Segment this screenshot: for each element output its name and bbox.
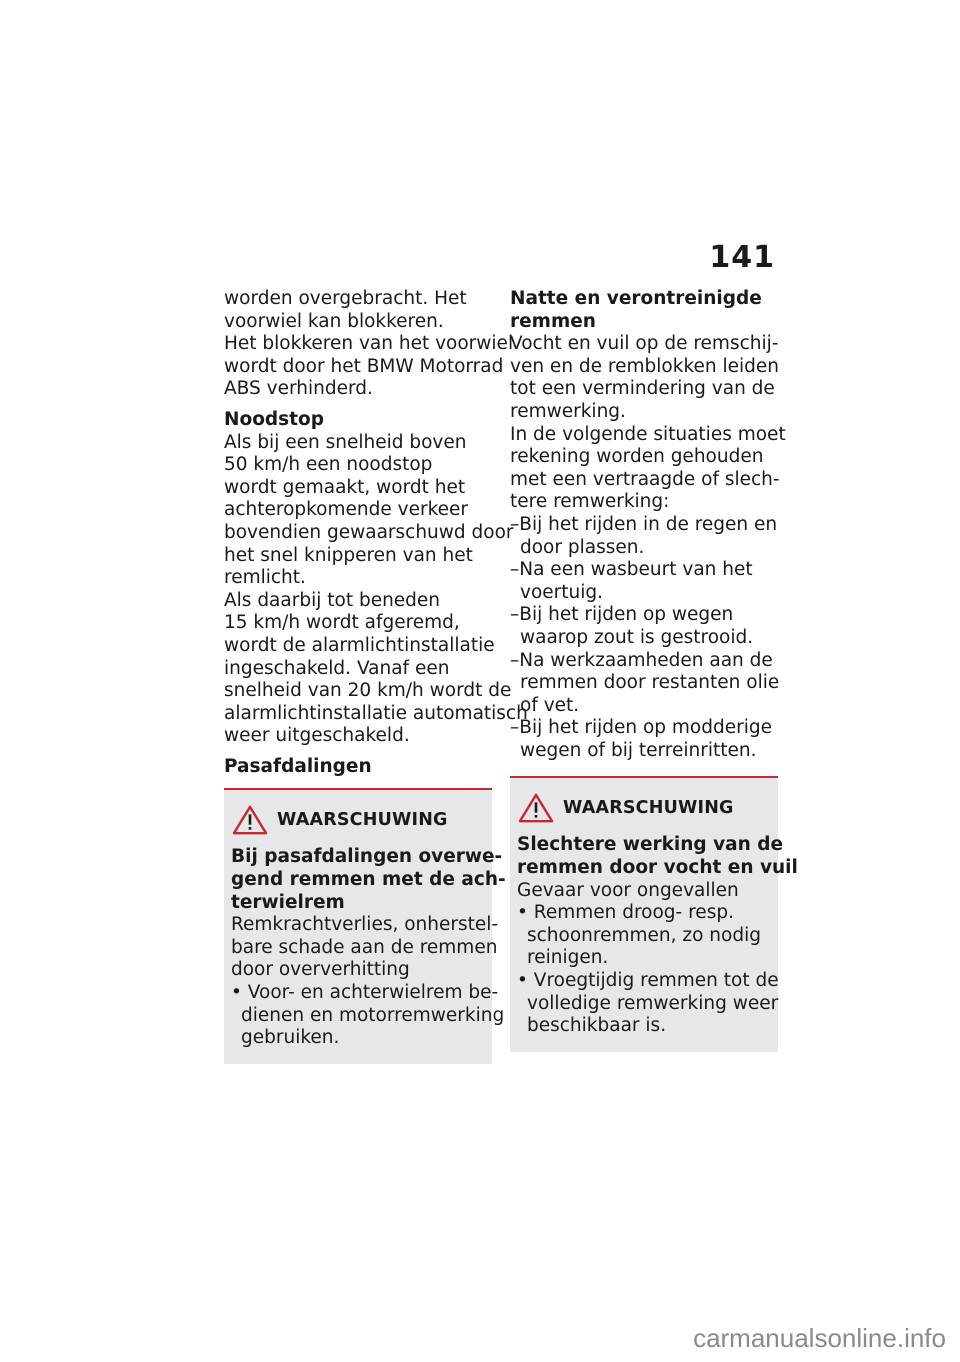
natte-remmen-paragraph [510, 333, 786, 514]
bullet-item [517, 902, 772, 970]
text-line: Gevaar voor ongevallen [517, 879, 739, 901]
text-line: dienen en motorremwerking [241, 1004, 505, 1026]
list-item [510, 717, 778, 762]
text-line: wordt gemaakt, wordt het [224, 476, 466, 498]
text-line: waarop zout is gestrooid. [520, 626, 754, 648]
text-line: remlicht. [224, 567, 306, 589]
text-line: wordt de alarmlichtinstallatie [224, 634, 495, 656]
warning-title: WAARSCHUWING [277, 810, 448, 831]
noodstop-paragraph [224, 431, 528, 748]
text-line: –Na een wasbeurt van het [510, 559, 753, 581]
text-line: Remkrachtverlies, onherstel- [231, 914, 499, 936]
dash-list [510, 514, 778, 763]
text-line: beschikbaar is. [527, 1015, 667, 1037]
text-line: het snel knipperen van het [224, 544, 473, 566]
text-line: gebruiken. [241, 1027, 340, 1049]
list-item [510, 650, 778, 718]
warning-box [224, 788, 506, 1063]
text-line: remmen [510, 310, 596, 332]
text-line: remmen door vocht en vuil [517, 857, 798, 879]
text-line: schoonremmen, zo nodig [527, 924, 761, 946]
text-line: • Vroegtijdig remmen tot de [517, 970, 779, 992]
text-line: worden overgebracht. Het [224, 288, 467, 309]
list-item [510, 514, 778, 559]
text-line: Als bij een snelheid boven [224, 431, 467, 453]
text-line: Natte en verontreinigde [510, 288, 762, 309]
text-line: • Remmen droog- resp. [517, 902, 734, 924]
list-item [510, 559, 778, 604]
text-line: of vet. [520, 694, 580, 716]
text-line: Als daarbij tot beneden [224, 589, 441, 611]
text-line: volledige remwerking weer [527, 992, 779, 1014]
text-line: tere remwerking: [510, 491, 670, 513]
warning-subtitle [517, 834, 798, 879]
text-line: wordt door het BMW Motorrad [224, 355, 504, 377]
text-line: terwielrem [231, 891, 345, 913]
text-line: ingeschakeld. Vanaf een [224, 657, 450, 679]
section-heading-natte-remmen [510, 288, 778, 333]
bullet-item [517, 970, 779, 1038]
text-line: door plassen. [520, 536, 645, 558]
text-line: ven en de remblokken leiden [510, 355, 779, 377]
text-line: alarmlichtinstallatie automatisch [224, 702, 528, 724]
text-line: bovendien gewaarschuwd door [224, 521, 514, 543]
text-line: Het blokkeren van het voorwiel [224, 333, 514, 355]
text-line: –Bij het rijden op wegen [510, 604, 734, 626]
page-number: 141 [709, 240, 775, 275]
text-line: door oververhitting [231, 959, 410, 981]
list-item [510, 604, 778, 649]
bullet-item [231, 982, 505, 1050]
text-line: achteropkomende verkeer [224, 499, 468, 521]
text-line: voertuig. [520, 581, 603, 603]
text-line: –Na werkzaamheden aan de [510, 649, 773, 671]
warning-body [231, 914, 499, 982]
footer-watermark: carmanualsonline.info [693, 1323, 946, 1353]
text-line: ABS verhinderd. [224, 378, 373, 400]
warning-header [231, 804, 486, 836]
text-line: bare schade aan de remmen [231, 936, 498, 958]
warning-box [510, 776, 798, 1051]
text-line: rekening worden gehouden [510, 446, 764, 468]
left-column [224, 288, 528, 1064]
text-line: snelheid van 20 km/h wordt de [224, 680, 512, 702]
section-heading-pasafdalingen: Pasafdalingen [224, 755, 372, 777]
text-line: remwerking. [510, 400, 626, 422]
text-line: In de volgende situaties moet [510, 423, 786, 445]
text-line: reinigen. [527, 947, 609, 969]
text-line: Slechtere werking van de [517, 834, 784, 856]
text-line: weer uitgeschakeld. [224, 725, 410, 747]
text-line: gend remmen met de ach- [231, 869, 506, 891]
warning-subtitle [231, 846, 506, 914]
text-line: met een vertraagde of slech- [510, 468, 780, 490]
text-line: wegen of bij terreinritten. [520, 739, 757, 761]
text-line: • Voor- en achterwielrem be- [231, 982, 499, 1004]
text-line: remmen door restanten olie [520, 672, 780, 694]
intro-paragraph [224, 288, 514, 401]
warning-header [517, 792, 772, 824]
text-line: 50 km/h een noodstop [224, 454, 433, 476]
right-column [510, 288, 798, 1052]
warning-body [517, 880, 772, 903]
text-line: –Bij het rijden in de regen en [510, 513, 778, 535]
warning-title: WAARSCHUWING [563, 798, 734, 819]
text-line: tot een vermindering van de [510, 378, 775, 400]
section-heading-noodstop: Noodstop [224, 408, 324, 430]
text-line: –Bij het rijden op modderige [510, 717, 772, 739]
text-line: Vocht en vuil op de remschij- [510, 333, 779, 355]
text-line: Bij pasafdalingen overwe- [231, 846, 503, 868]
warning-triangle-icon [231, 804, 269, 836]
warning-triangle-icon [517, 792, 555, 824]
text-line: voorwiel kan blokkeren. [224, 310, 444, 332]
text-line: 15 km/h wordt afgeremd, [224, 612, 460, 634]
